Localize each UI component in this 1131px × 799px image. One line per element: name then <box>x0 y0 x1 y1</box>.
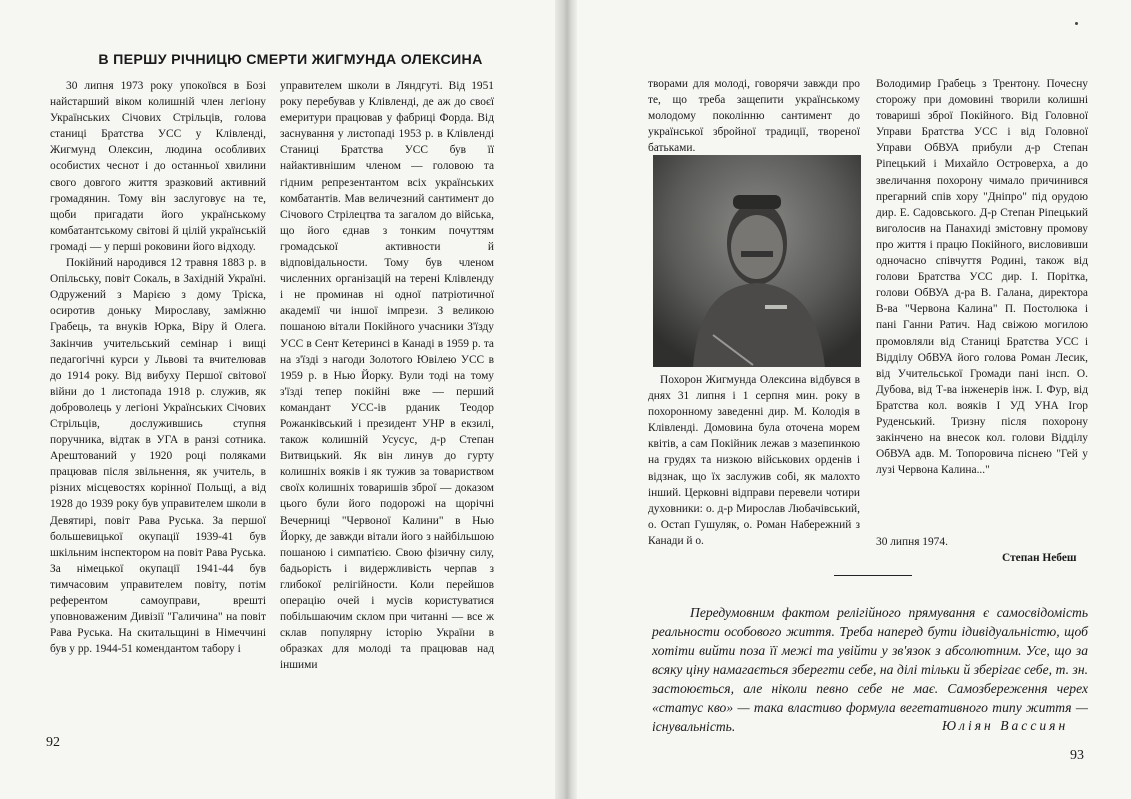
portrait-image <box>653 155 861 367</box>
paragraph: управителем школи в Ляндгуті. Від 1951 року перебував у Клівленді, де аж до своєї емеритури працював у фабриці Форда. Від заснування у листопаді 1953 р. в Клівленді Станиці Братства УСС був її найактивнішим членом — головою та гідним репрезентантом всіх українських комбатантів. Мав величезний сантимент до Січового Стрілецтва та загалом до війська, що його єднав з тонким почуттям громадської активности й відповідальности. Тому був членом численних організацій на терені Клівленду і не проминав ні одної патріотичної академії чи іншої імпрези. З великою пошаною вітали Покійного учасники З'їзду УСС в Сент Кетеринсі в Канаді в 1959 р. та на з'їзді з нагоди Золотого Ювілею УСС в 1959 р. в Нью Йорку. Вули тоді на тому з'їзді тепер покійні вже — перший командант УСС-ів рданик Теодор Рожанківський і президент УНР в екзилі, також колишній Усусус, д-р Степан Витвицький. Як він линув до гурту колишніх вояків і як тужив за товариством своїх колишніх товаришів зброї — доказом цього були його подорожі на щорічні Вечерниці "Червоної Калини" в Нью Йорку, де завжди вітали його з найбільшою пошаною і симпатією. Свою фізичну силу, бадьорість і видержливість черпав з глибокої релігійности. Коли перейшов операцію очей і мусів користуватися побільшаючим склом при читанні — все ж склав популярну історію України в образках для молоді та працював над іншими <box>280 80 494 672</box>
left-page <box>0 0 563 799</box>
page-number-left: 92 <box>46 735 60 750</box>
article-date: 30 липня 1974. <box>876 536 948 548</box>
speck <box>1075 22 1078 25</box>
paragraph: 30 липня 1973 року упокоївся в Бозі найстарший віком колишній член легіону Українських Січових Стрільців, голова станиці Братства УСС у Клівленді, Жигмунд Олексин, людина особливих особистих чеснот і до останньої хвилини свого довгого життя зразковий активний громадянин. Тому він заслуговує на те, щоби пригадати його українському комбатантському світові й цілій українській громаді — у перші роковини його відходу. <box>50 80 266 253</box>
right-column-2 <box>876 76 1088 478</box>
left-column-1 <box>50 78 266 657</box>
page-number-right: 93 <box>1070 748 1084 763</box>
paragraph: творами для молоді, говорячи завжди про те, що треба защепити українському молодому поколінню сантимент до української збройної традиції, твореної батьками. <box>648 78 860 155</box>
funeral-photo <box>653 155 861 367</box>
paragraph: Володимир Грабець з Трентону. Почесну сторожу при домовині творили колишні товариші зброї Покійного. Від Головної Управи Братства УСС і від Головної Управи ОбВУА прибули д-р Степан Ріпецький і Михайло Островерха, а до звеличання похорону чимало причинився прегарний спів хору "Дніпро" під орудою дир. Е. Садовського. Д-р Степан Ріпецький виголосив на Панахиді змістовну промову про життя і працю Покійного, висловивши одночасно співчуття Родині, також від голови Братства УСС дир. І. Порітка, голови ОбВУА д-ра В. Галана, директора В-ва "Червона Калина" П. Постолюка і пані Ганни Ратич. Над свіжою могилою промовляли від Станиці Братства УСС і Відділу ОбВУА його голова Роман Лесик, від Учительської Громади пані інсп. О. Дубова, від Т-ва інженерів інж. І. Фур, від Братства кол. вояків І УД УНА Ігор Руденський. Тризну після похорону закінчено на внесок кол. голови Відділу ОбВУА адв. М. Топоровича піснею "Гей у лузі Червона Калина..." <box>876 78 1088 477</box>
quote-author: Юліян Вассиян <box>942 718 1069 733</box>
book-gutter <box>555 0 577 799</box>
photo-caption: Похорон Жигмунда Олексина відбувся в днях 31 липня і 1 серпня мин. року в похоронному заведенні дир. М. Колодія в Клівленді. Домовина була оточена морем квітів, а сам Покійник лежав з мазепинкою на грудях та низкою військових орденів і відзнак, що їх заслужив собі, як малохто інший. Церковні відправи перевели чотири духовники: о. д-р Мирослав Любачівський, о. Остап Гушуляк, о. Роман Набережний з Канади й о. <box>648 374 860 547</box>
author-signature: Степан Небеш <box>1002 552 1077 564</box>
section-divider <box>834 575 912 576</box>
left-column-2 <box>280 78 494 673</box>
epigraph-quote: Передумовним фактом релігійного прямування є самосвідомість реальности особового життя. Треба наперед бути ідивідуальністю, щоб хотіти вийти поза її межі та увійти у зв'язок з абсолютним. Усе, що за всяку ціну намагається зберегти себе, на ділі тільки й зберігає себе, т. зн. застоюється, але ніколи певно себе не має. Самозбереження черех «статус кво» — така властиво формула вегетативного типу життя — існувальність. <box>652 605 1088 734</box>
article-headline: В ПЕРШУ РІЧНИЦЮ СМЕРТИ ЖИГМУНДА ОЛЕКСИНА <box>98 52 483 68</box>
right-column-1 <box>648 76 860 156</box>
paragraph: Покійний народився 12 травня 1883 р. в Опільську, повіт Сокаль, в Західній Україні. Одружений з Марією з дому Тріска, осиротив доньку Мирославу, заміжню Грабець, та внуків Юрка, Віру й Олега. Закінчив учительський семінар і вищі педагогічні курси у Львові та вчителював до 1914 року. Від вибуху Першої світової війни до 1 листопада 1918 р. служив, як доброволець у легіоні Українських Січових Стрільців, дослужившись ступня поручника, відтак в УГА в ранзі сотника. Арештований у 1920 році поляками працював після звільнення, як учитель, в різних місцевостях корінної Польщі, а від 1928 до 1939 року був управителем школи в Девятирі, повіт Рава Руська. За першої большевицької окупації 1939-41 був шкільним інспектором на повіт Рава Руська. За німецької окупації 1941-44 був тимчасовим управителем повіту, потім референтом самоуправи, врешті уповноваженим Дивізії "Галичина" на повіт Рава Руська. На скитальщині в Німеччині був у рр. 1944-51 комендантом табору і <box>50 257 266 656</box>
